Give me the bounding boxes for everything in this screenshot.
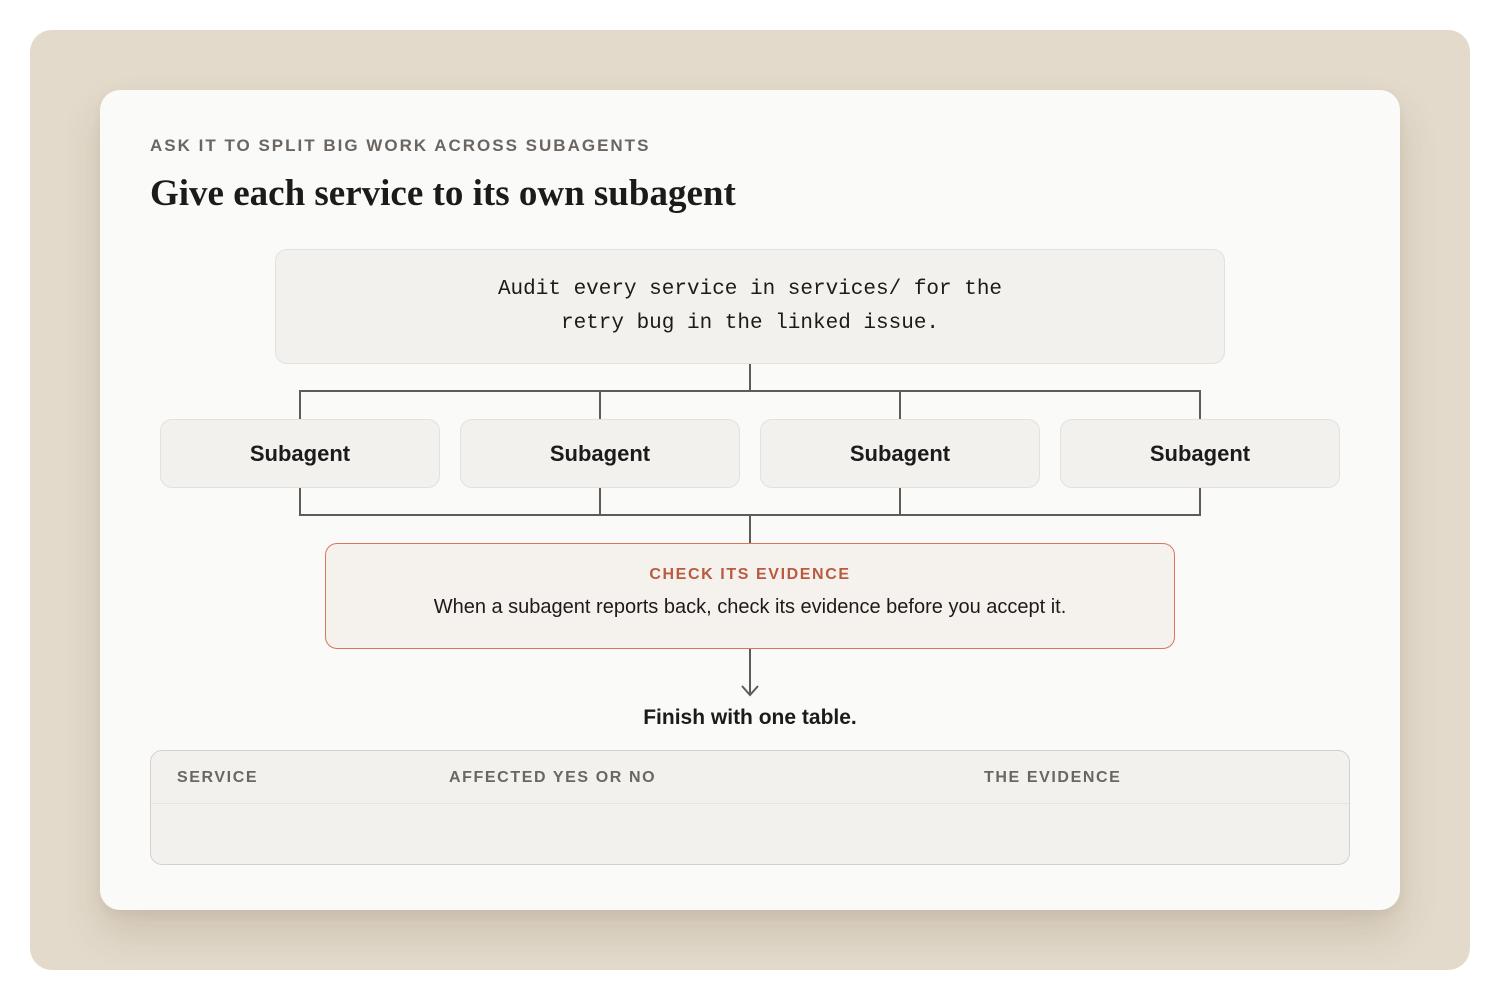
eyebrow-label: ASK IT TO SPLIT BIG WORK ACROSS SUBAGENTS xyxy=(150,136,651,155)
results-table xyxy=(150,750,1350,865)
table-header-service: SERVICE xyxy=(177,769,259,786)
subagent-label: Subagent xyxy=(549,440,651,466)
page-title: Give each service to its own subagent xyxy=(150,173,736,214)
subagent-box-2 xyxy=(460,419,740,488)
table-header-row xyxy=(151,751,1349,804)
subagent-box-3 xyxy=(760,419,1040,488)
subagent-box-4 xyxy=(1060,419,1340,488)
table-header-evidence: THE EVIDENCE xyxy=(984,769,1122,786)
check-evidence-text: When a subagent reports back, check its evidence before you accept it. xyxy=(433,596,1067,618)
subagent-label: Subagent xyxy=(849,440,951,466)
table-header-affected: AFFECTED YES OR NO xyxy=(449,769,657,786)
check-evidence-label: CHECK ITS EVIDENCE xyxy=(649,566,851,583)
check-evidence-box xyxy=(325,543,1175,649)
subagent-label: Subagent xyxy=(249,440,351,466)
subagent-label: Subagent xyxy=(1149,440,1251,466)
finish-caption: Finish with one table. xyxy=(643,706,857,729)
subagent-box-1 xyxy=(160,419,440,488)
prompt-text: Audit every service in services/ for the retry bug in the linked issue. xyxy=(497,277,1003,335)
prompt-box xyxy=(275,249,1225,364)
